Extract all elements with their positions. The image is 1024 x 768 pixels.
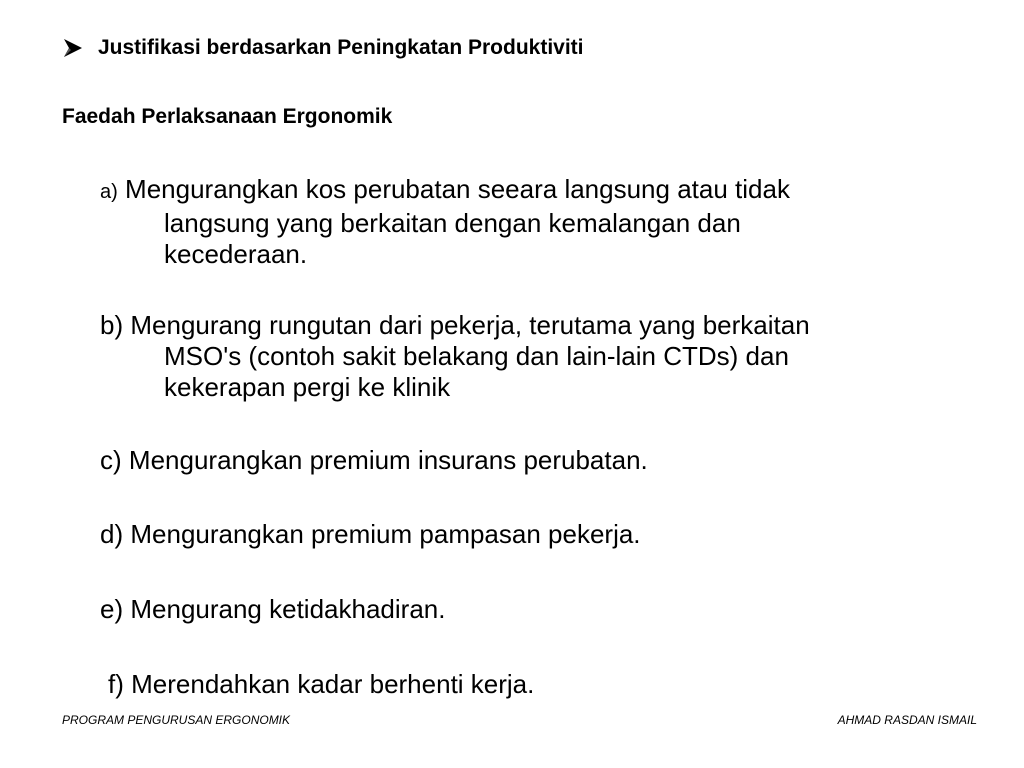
- list-item-c: [100, 445, 980, 476]
- footer-author: AHMAD RASDAN ISMAIL: [837, 713, 977, 727]
- item-marker: e): [100, 594, 124, 624]
- item-text-line: langsung yang berkaitan dengan kemalangan dan: [164, 208, 741, 238]
- item-text-line: Mengurangkan premium pampasan pekerja.: [130, 519, 641, 549]
- item-marker: d): [100, 519, 124, 549]
- item-text-line: Mengurang rungutan dari pekerja, terutama yang berkaitan: [130, 310, 810, 340]
- arrow-bullet-icon: [62, 38, 84, 58]
- list-item-a: [100, 174, 980, 270]
- item-text-line: Merendahkan kadar berhenti kerja.: [131, 669, 535, 699]
- item-text-line: Mengurangkan premium insurans perubatan.: [128, 445, 648, 475]
- list-item-e: [100, 594, 980, 625]
- item-text-line: MSO's (contoh sakit belakang dan lain-lain CTDs) dan: [164, 341, 789, 371]
- footer-program-title: PROGRAM PENGURUSAN ERGONOMIK: [62, 713, 291, 727]
- heading-row: [62, 36, 584, 60]
- item-text-line: kecederaan.: [164, 239, 308, 269]
- section-subheading: Faedah Perlaksanaan Ergonomik: [62, 105, 393, 128]
- item-marker: c): [100, 445, 122, 475]
- item-marker: f): [108, 669, 124, 699]
- list-item-d: [100, 519, 980, 550]
- item-text-line: kekerapan pergi ke klinik: [164, 372, 451, 402]
- item-text-line: Mengurangkan kos perubatan seeara langsung atau tidak: [125, 174, 790, 204]
- item-text-line: Mengurang ketidakhadiran.: [130, 594, 446, 624]
- list-item-f: [108, 669, 988, 700]
- slide-heading: Justifikasi berdasarkan Peningkatan Produktiviti: [98, 36, 584, 59]
- item-marker: a): [100, 181, 118, 203]
- list-item-b: [100, 310, 980, 403]
- item-marker: b): [100, 310, 124, 340]
